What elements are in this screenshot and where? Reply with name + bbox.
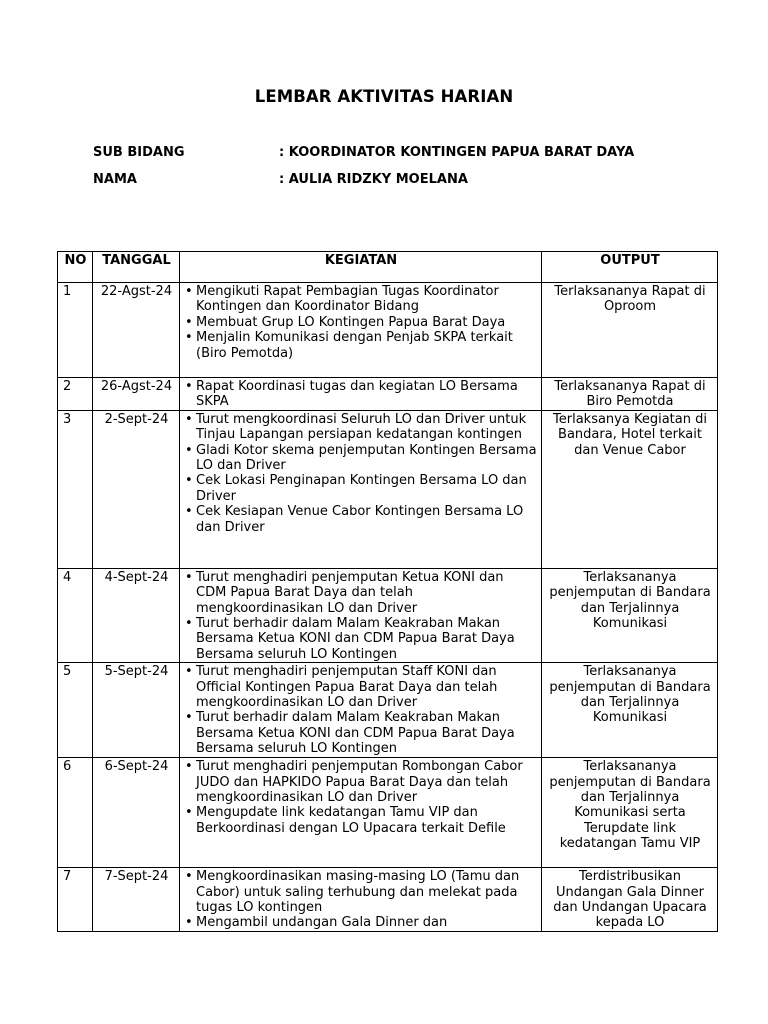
row-date: 5-Sept-24 — [93, 663, 180, 758]
row-date: 2-Sept-24 — [93, 410, 180, 568]
table-row — [58, 868, 718, 932]
activity-item: • Turut menghadiri penjemputan Ketua KONI dan CDM Papua Barat Daya dan telah mengkoordinasikan LO dan Driver — [185, 570, 537, 616]
field-label: NAMA — [93, 172, 137, 187]
table-row — [58, 283, 718, 378]
table-row — [58, 758, 718, 868]
row-output: Terlaksananya penjemputan di Bandara dan Terjalinnya Komunikasi serta Terupdate link kedatangan Tamu VIP — [542, 758, 718, 868]
row-no: 3 — [58, 410, 93, 568]
header-activity: KEGIATAN — [180, 252, 542, 283]
activity-item: • Cek Kesiapan Venue Cabor Kontingen Bersama LO dan Driver — [185, 504, 537, 535]
activity-item: • Rapat Koordinasi tugas dan kegiatan LO Bersama SKPA — [185, 379, 537, 410]
row-no: 7 — [58, 868, 93, 932]
header-date: TANGGAL — [93, 252, 180, 283]
row-no: 1 — [58, 283, 93, 378]
activity-item: • Cek Lokasi Penginapan Kontingen Bersama LO dan Driver — [185, 473, 537, 504]
row-output: Terlaksananya penjemputan di Bandara dan Terjalinnya Komunikasi — [542, 568, 718, 662]
row-activities — [180, 663, 542, 758]
table-row — [58, 568, 718, 662]
row-activities — [180, 410, 542, 568]
row-output: Terdistribusikan Undangan Gala Dinner dan Undangan Upacara kepada LO — [542, 868, 718, 932]
row-no: 2 — [58, 378, 93, 411]
row-date: 22-Agst-24 — [93, 283, 180, 378]
activity-item: • Turut mengkoordinasi Seluruh LO dan Driver untuk Tinjau Lapangan persiapan kedatangan kontingen — [185, 412, 537, 443]
row-date: 6-Sept-24 — [93, 758, 180, 868]
activity-item: • Menjalin Komunikasi dengan Penjab SKPA terkait (Biro Pemotda) — [185, 330, 537, 361]
row-no: 4 — [58, 568, 93, 662]
activity-item: • Mengambil undangan Gala Dinner dan — [185, 915, 537, 930]
row-date: 26-Agst-24 — [93, 378, 180, 411]
activity-item: • Turut menghadiri penjemputan Rombongan Cabor JUDO dan HAPKIDO Papua Barat Daya dan telah mengkoordinasikan LO dan Driver — [185, 759, 537, 805]
row-no: 6 — [58, 758, 93, 868]
row-activities — [180, 568, 542, 662]
activity-item: • Mengkoordinasikan masing-masing LO (Tamu dan Cabor) untuk saling terhubung dan melekat pada tugas LO kontingen — [185, 869, 537, 915]
field-label: SUB BIDANG — [93, 145, 185, 160]
field-value: : AULIA RIDZKY MOELANA — [279, 172, 468, 187]
activity-item: • Gladi Kotor skema penjemputan Kontingen Bersama LO dan Driver — [185, 443, 537, 474]
document-title: LEMBAR AKTIVITAS HARIAN — [254, 87, 514, 106]
activity-item: • Turut menghadiri penjemputan Staff KONI dan Official Kontingen Papua Barat Daya dan telah mengkoordinasikan LO dan Driver — [185, 664, 537, 710]
row-activities — [180, 283, 542, 378]
row-output: Terlaksanya Kegiatan di Bandara, Hotel terkait dan Venue Cabor — [542, 410, 718, 568]
row-output: Terlaksananya Rapat di Oproom — [542, 283, 718, 378]
row-no: 5 — [58, 663, 93, 758]
activity-item: • Turut berhadir dalam Malam Keakraban Makan Bersama Ketua KONI dan CDM Papua Barat Daya Bersama seluruh LO Kontingen — [185, 710, 537, 756]
table-row — [58, 410, 718, 568]
activity-item: • Membuat Grup LO Kontingen Papua Barat Daya — [185, 315, 537, 330]
activity-item: • Mengikuti Rapat Pembagian Tugas Koordinator Kontingen dan Koordinator Bidang — [185, 284, 537, 315]
header-output: OUTPUT — [542, 252, 718, 283]
row-activities — [180, 758, 542, 868]
row-activities — [180, 868, 542, 932]
row-output: Terlaksananya penjemputan di Bandara dan Terjalinnya Komunikasi — [542, 663, 718, 758]
table-header-row — [58, 252, 718, 283]
row-output: Terlaksananya Rapat di Biro Pemotda — [542, 378, 718, 411]
activity-item: • Turut berhadir dalam Malam Keakraban Makan Bersama Ketua KONI dan CDM Papua Barat Daya Bersama seluruh LO Kontingen — [185, 616, 537, 662]
row-date: 4-Sept-24 — [93, 568, 180, 662]
table-row — [58, 663, 718, 758]
table-row — [58, 378, 718, 411]
header-no: NO — [58, 252, 93, 283]
row-date: 7-Sept-24 — [93, 868, 180, 932]
activity-item: • Mengupdate link kedatangan Tamu VIP dan Berkoordinasi dengan LO Upacara terkait Defile — [185, 805, 537, 836]
field-value: : KOORDINATOR KONTINGEN PAPUA BARAT DAYA — [279, 145, 635, 160]
row-activities — [180, 378, 542, 411]
activity-table — [57, 251, 718, 932]
